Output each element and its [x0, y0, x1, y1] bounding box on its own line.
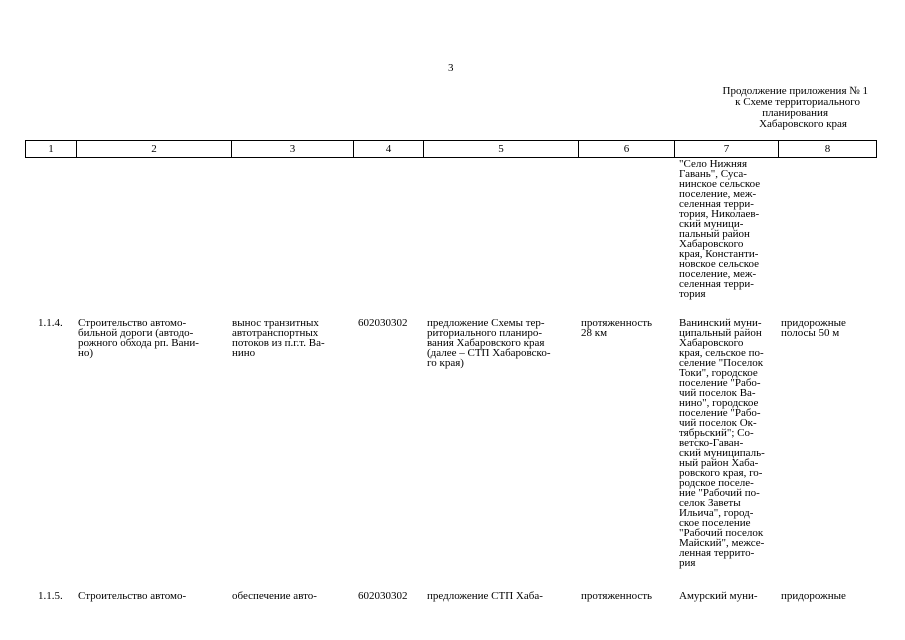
row-1-1-5-characteristics: протяженность: [581, 590, 653, 602]
row-1-1-4-code: 602030302: [358, 317, 408, 329]
row-1-1-5-location: Амурский муни-: [679, 590, 758, 602]
appendix-line-1: Продолжение приложения № 1: [722, 85, 868, 97]
row-1-1-5-code: 602030302: [358, 590, 408, 602]
col-header-1: 1: [48, 143, 54, 155]
row-1-1-5-zones: придорожные: [781, 590, 846, 602]
col-header-2: 2: [76, 141, 231, 157]
appendix-line-2: к Схеме территориального: [735, 96, 860, 108]
row-1-1-4-basis: предложение Схемы тер- риториального планиро- вания Хабаровского края (далее – СТП Хабаровско- го края): [427, 317, 551, 369]
col-header-8: 8: [778, 141, 876, 157]
row-1-1-5-purpose: обеспечение авто-: [232, 590, 317, 602]
row-1-1-4-num: 1.1.4.: [38, 317, 63, 329]
table-header-row: [25, 140, 877, 158]
row-1-1-4-zones: придорожные полосы 50 м: [781, 317, 846, 339]
continued-location-cell: "Село Нижняя Гавань", Суса- нинское сельское поселение, меж- селенная терри- тория, Николаев- ский муници- пальный район Хабаровского края, Константи- новское сельское поселение, меж- селенная терри- тория: [679, 158, 761, 300]
col-header-6: 6: [578, 141, 674, 157]
col-header-5: 5: [423, 141, 578, 157]
row-1-1-4-characteristics: протяженность 28 км: [581, 317, 653, 339]
col-header-3: 3: [231, 141, 353, 157]
row-1-1-5-basis: предложение СТП Хаба-: [427, 590, 543, 602]
page-number: 3: [448, 62, 454, 74]
row-1-1-5-name: Строительство автомо-: [78, 590, 187, 602]
col-header-4: 4: [353, 141, 423, 157]
appendix-line-4: Хабаровского края: [759, 118, 847, 130]
row-1-1-5-num: 1.1.5.: [38, 590, 63, 602]
appendix-header: [668, 86, 868, 130]
row-1-1-4-purpose: вынос транзитных автотранспортных потоков из п.г.т. Ва- нино: [232, 317, 325, 359]
row-1-1-4-location: Ванинский муни- ципальный район Хабаровского края, сельское по- селение "Поселок Токи", городское поселение "Рабо- чий поселок Ва- нино", городское поселение "Рабо- чий поселок Ок- тябрьский"; Со- ветско-Гаван- ский муниципаль- ный район Хаба- ровского края, го- родское поселе- ние "Рабочий по- селок Заветы Ильича", город- ское поселение "Рабочий поселок Майский", межсе- ленная террито- рия: [679, 317, 765, 569]
col-header-7: 7: [674, 141, 778, 157]
appendix-line-3: планирования: [762, 107, 828, 119]
row-1-1-4-name: Строительство автомо- бильной дороги (автодо- рожного обхода рп. Вани- но): [78, 317, 199, 359]
